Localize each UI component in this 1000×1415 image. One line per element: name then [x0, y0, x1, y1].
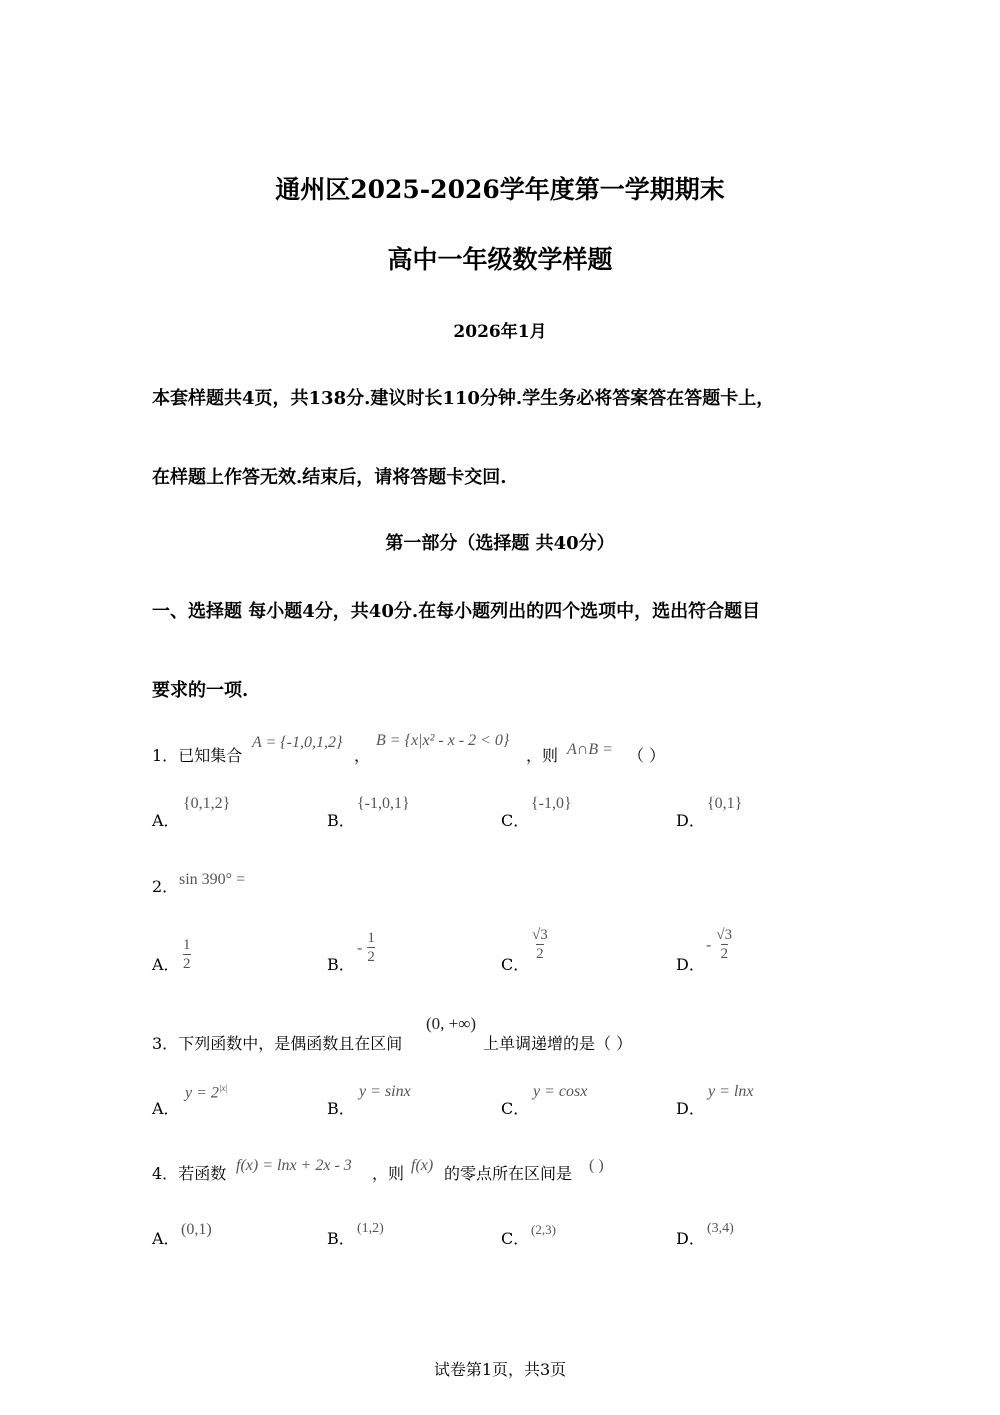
denominator: 2 — [183, 956, 191, 972]
option-b — [327, 808, 355, 831]
question-2 — [152, 874, 178, 897]
option-a-value — [185, 1083, 228, 1102]
option-a — [152, 808, 180, 831]
instructions-line1: 本套样题共4页，共138分.建议时长110分钟.学生务必将答案答在答题卡上， — [152, 388, 775, 409]
fraction — [183, 937, 191, 973]
option-c-value: {-1,0} — [531, 795, 572, 812]
option-b-value — [357, 930, 375, 966]
denominator: 2 — [367, 949, 375, 965]
option-a — [152, 1226, 180, 1249]
math-intersection: A∩B = — [567, 741, 613, 758]
option-c — [501, 1096, 529, 1119]
answer-paren: （ ） — [628, 746, 666, 765]
exam-date: 2026年1月 — [453, 322, 547, 342]
option-a — [152, 1096, 180, 1119]
option-a-value: (0,1) — [181, 1221, 212, 1238]
math-interval: (0, +∞) — [426, 1014, 477, 1033]
option-a-value: {0,1,2} — [183, 795, 231, 812]
minus-sign: - — [706, 936, 712, 954]
math-function: f(x) = lnx + 2x - 3 — [236, 1157, 352, 1174]
option-d — [676, 1226, 705, 1249]
question-4 — [152, 1161, 226, 1184]
section-instructions-line1: 一、选择题 每小题4分，共40分.在每小题列出的四个选项中，选出符合题目 — [152, 601, 761, 622]
option-label: A． — [152, 955, 180, 974]
option-d — [676, 808, 705, 831]
option-d — [676, 1096, 705, 1119]
option-d-value: (3,4) — [707, 1221, 734, 1236]
option-b — [327, 1226, 355, 1249]
question-number: 2． — [152, 877, 179, 896]
option-label: A． — [152, 811, 180, 830]
math-set-b: B = {x|x² - x - 2 < 0} — [376, 732, 510, 749]
question-number: 4． — [152, 1164, 179, 1183]
option-c-value: (2,3) — [531, 1222, 556, 1237]
minus-sign: - — [357, 939, 363, 957]
option-label: D． — [676, 1099, 705, 1118]
option-label: D． — [676, 1229, 705, 1248]
option-c — [501, 1226, 529, 1249]
option-label: D． — [676, 811, 705, 830]
option-c-value: y = cosx — [533, 1083, 588, 1100]
answer-paren: ( ) — [589, 1157, 604, 1174]
question-text: 上单调递增的是（ ） — [483, 1034, 633, 1053]
option-label: A． — [152, 1229, 180, 1248]
math-set-a: A = {-1,0,1,2} — [252, 734, 343, 751]
function-expression: y = 2 — [185, 1084, 219, 1102]
option-b — [327, 1096, 355, 1119]
option-b-value: (1,2) — [357, 1221, 384, 1236]
denominator: 2 — [536, 946, 544, 962]
option-label: B． — [327, 1099, 355, 1118]
question-text: 下列函数中，是偶函数且在区间 — [178, 1034, 403, 1053]
page-footer: 试卷第1页，共3页 — [433, 1360, 567, 1379]
question-text: 的零点所在区间是 — [444, 1164, 573, 1183]
option-label: A． — [152, 1099, 180, 1118]
exam-title-line2: 高中一年级数学样题 — [387, 245, 613, 274]
exam-title-line1: 通州区2025-2026学年度第一学期期末 — [275, 175, 725, 204]
option-c — [501, 808, 529, 831]
option-b-value: y = sinx — [359, 1083, 411, 1100]
option-d — [676, 952, 705, 975]
question-text: ，则 — [372, 1164, 405, 1183]
option-label: B． — [327, 811, 355, 830]
option-d-value: {0,1} — [707, 795, 743, 812]
question-text: 已知集合 — [178, 746, 243, 765]
fraction — [367, 930, 375, 966]
instructions-line2: 在样题上作答无效.结束后，请将答题卡交回. — [152, 467, 507, 488]
part1-heading: 第一部分（选择题 共40分） — [385, 533, 615, 554]
option-label: B． — [327, 955, 355, 974]
option-d-value: y = lnx — [708, 1083, 754, 1100]
option-a-value — [183, 937, 191, 973]
question-text-then: ，则 — [526, 746, 559, 765]
option-label: C． — [501, 811, 530, 830]
option-label: B． — [327, 1229, 355, 1248]
fraction — [716, 927, 732, 963]
option-b — [327, 952, 355, 975]
option-a — [152, 952, 180, 975]
math-fx: f(x) — [411, 1157, 434, 1174]
option-label: D． — [676, 955, 705, 974]
option-c-value — [532, 927, 548, 963]
option-c — [501, 952, 529, 975]
numerator: 1 — [183, 937, 191, 953]
denominator: 2 — [720, 946, 729, 962]
math-sin: sin 390° = — [179, 871, 246, 888]
option-label: C． — [501, 1229, 530, 1248]
option-label: C． — [501, 955, 530, 974]
question-number: 3． — [152, 1034, 179, 1053]
option-d-value — [706, 927, 732, 963]
exponent: |x| — [218, 1083, 228, 1093]
question-3 — [152, 1031, 402, 1054]
numerator: 1 — [367, 930, 375, 946]
numerator: √3 — [716, 927, 733, 943]
option-label: C． — [501, 1099, 530, 1118]
option-b-value: {-1,0,1} — [357, 795, 410, 812]
section-instructions-line2: 要求的一项. — [152, 680, 249, 701]
comma: ， — [354, 746, 371, 765]
question-number: 1． — [152, 746, 179, 765]
fraction — [532, 927, 548, 963]
question-text: 若函数 — [178, 1164, 227, 1183]
numerator: √3 — [532, 927, 548, 943]
question-1 — [152, 743, 242, 766]
